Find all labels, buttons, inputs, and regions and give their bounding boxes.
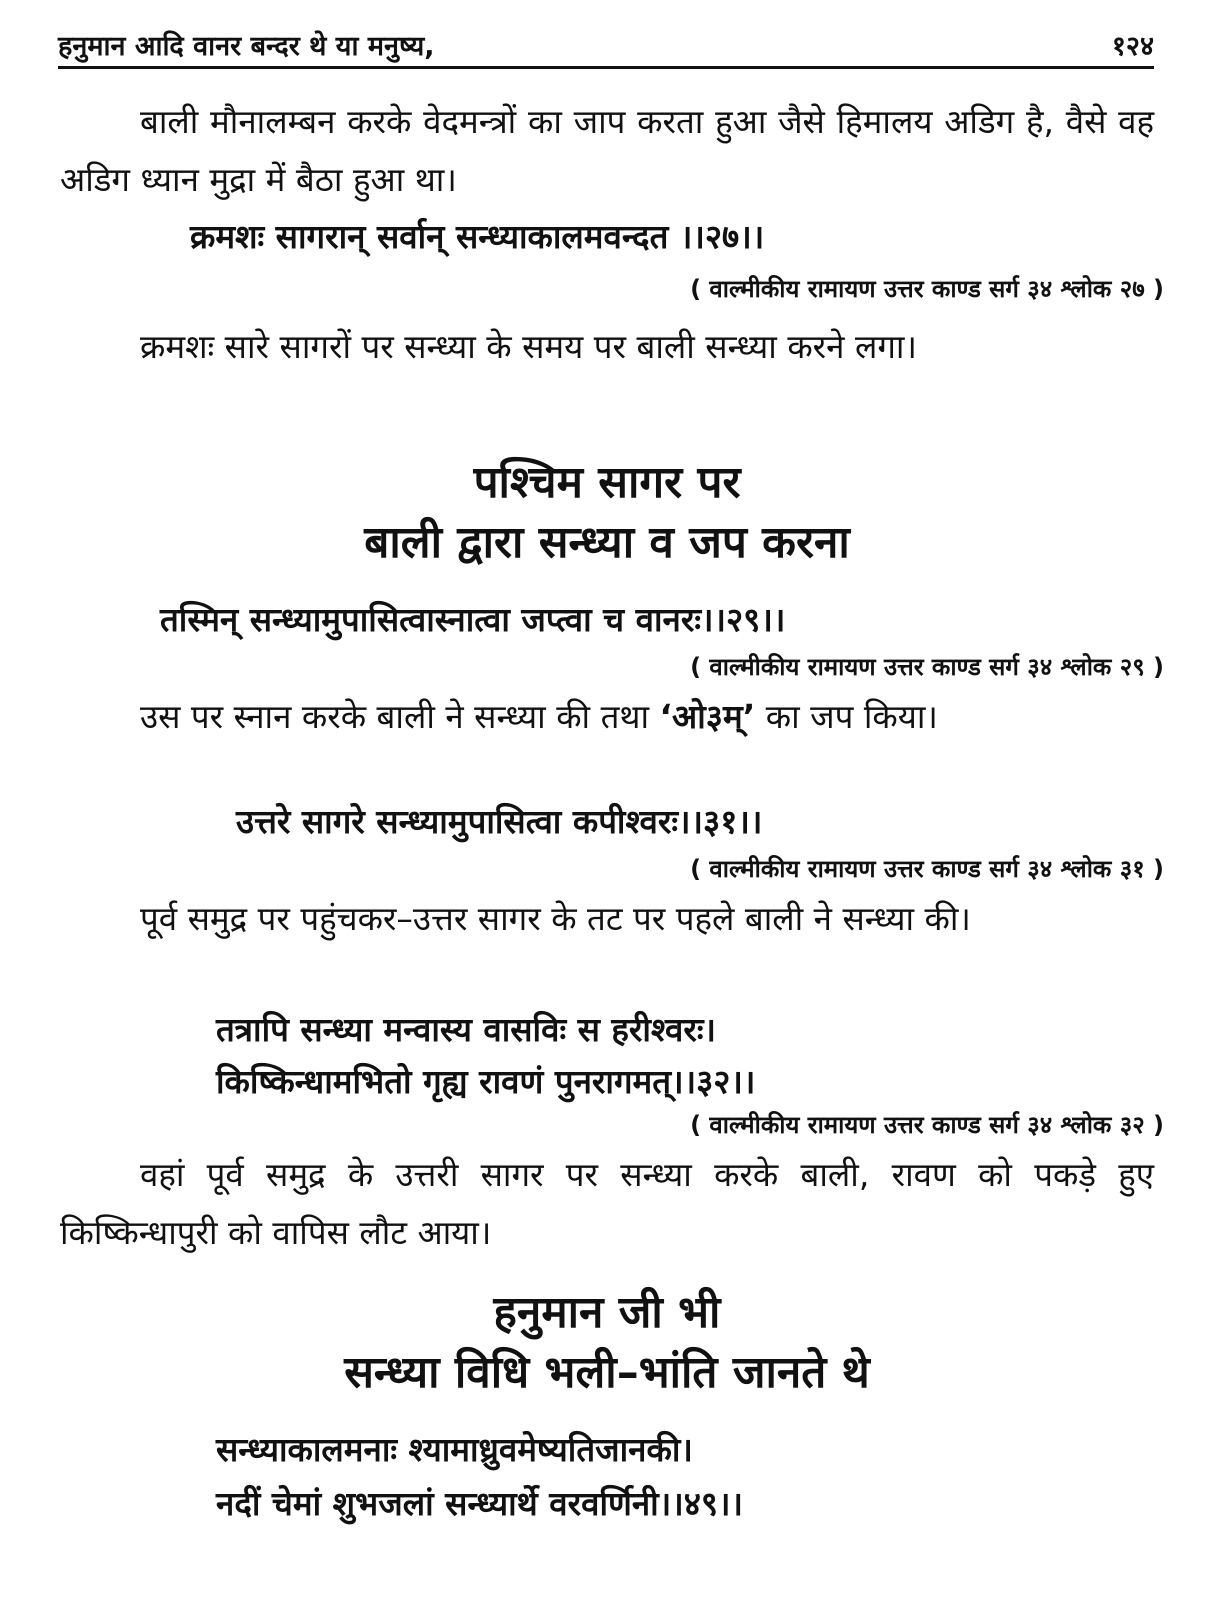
running-title: हनुमान आदि वानर बन्दर थे या मनुष्य, — [58, 31, 435, 62]
citation-32: ( वाल्मीकीय रामायण उत्तर काण्ड सर्ग ३४ श्लोक ३२ ) — [690, 1111, 1164, 1139]
paragraph-east-sea: पूर्व समुद्र पर पहुंचकर–उत्तर सागर के तट पर पहले बाली ने सन्ध्या की। — [140, 899, 971, 938]
verse-49-line1: सन्ध्याकालमनाः श्यामाध्रुवमेष्यतिजानकी। — [216, 1430, 693, 1469]
section-heading-hanuman-line2: सन्ध्या विधि भली–भांति जानते थे — [344, 1347, 870, 1398]
verse-32-line2: किष्किन्धामभितो गृह्य रावणं पुनरागमत्।।३२।। — [216, 1062, 756, 1101]
citation-29: ( वाल्मीकीय रामायण उत्तर काण्ड सर्ग ३४ श्लोक २९ ) — [690, 653, 1164, 681]
paragraph-om-japa — [60, 688, 1154, 746]
paragraph-return-kishkindha: वहां पूर्व समुद्र के उत्तरी सागर पर सन्ध्या करके बाली, रावण को पकड़े हुए किष्किन्धापुरी को वापिस लौट आया। — [60, 1155, 1154, 1252]
paragraph-om-japa-before: उस पर स्नान करके बाली ने सन्ध्या की तथा — [140, 697, 660, 736]
section-heading-west-sea-line2: बाली द्वारा सन्ध्या व जप करना — [364, 517, 850, 568]
om-word: ‘ओ३म्’ — [659, 697, 756, 736]
paragraph-om-japa-after: का जप किया। — [755, 697, 938, 736]
paragraph-meditation: बाली मौनालम्बन करके वेदमन्त्रों का जाप करता हुआ जैसे हिमालय अडिग है, वैसे वह अडिग ध्यान मुद्रा में बैठा हुआ था। — [60, 102, 1154, 199]
paragraph-sandhya-seas: क्रमशः सारे सागरों पर सन्ध्या के समय पर बाली सन्ध्या करने लगा। — [140, 327, 917, 366]
section-heading-hanuman-line1: हनुमान जी भी — [493, 1287, 721, 1338]
verse-27: क्रमशः सागरान् सर्वान् सन्ध्याकालमवन्दत ।।२७।। — [190, 217, 765, 256]
citation-31: ( वाल्मीकीय रामायण उत्तर काण्ड सर्ग ३४ श्लोक ३१ ) — [690, 855, 1164, 883]
verse-31: उत्तरे सागरे सन्ध्यामुपासित्वा कपीश्वरः।।३१।। — [236, 802, 763, 841]
section-heading-west-sea-line1: पश्चिम सागर पर — [473, 457, 741, 508]
verse-49-line2: नदीं चेमां शुभजलां सन्ध्यार्थे वरवर्णिनी।।४९।। — [216, 1484, 744, 1523]
page-number: १२४ — [1111, 31, 1154, 62]
citation-27: ( वाल्मीकीय रामायण उत्तर काण्ड सर्ग ३४ श्लोक २७ ) — [690, 275, 1164, 303]
verse-29: तस्मिन् सन्ध्यामुपासित्वास्नात्वा जप्त्वा च वानरः।।२९।। — [160, 600, 786, 639]
verse-32-line1: तत्रापि सन्ध्या मन्वास्य वासविः स हरीश्वरः। — [216, 1010, 717, 1049]
running-header — [58, 26, 1154, 69]
